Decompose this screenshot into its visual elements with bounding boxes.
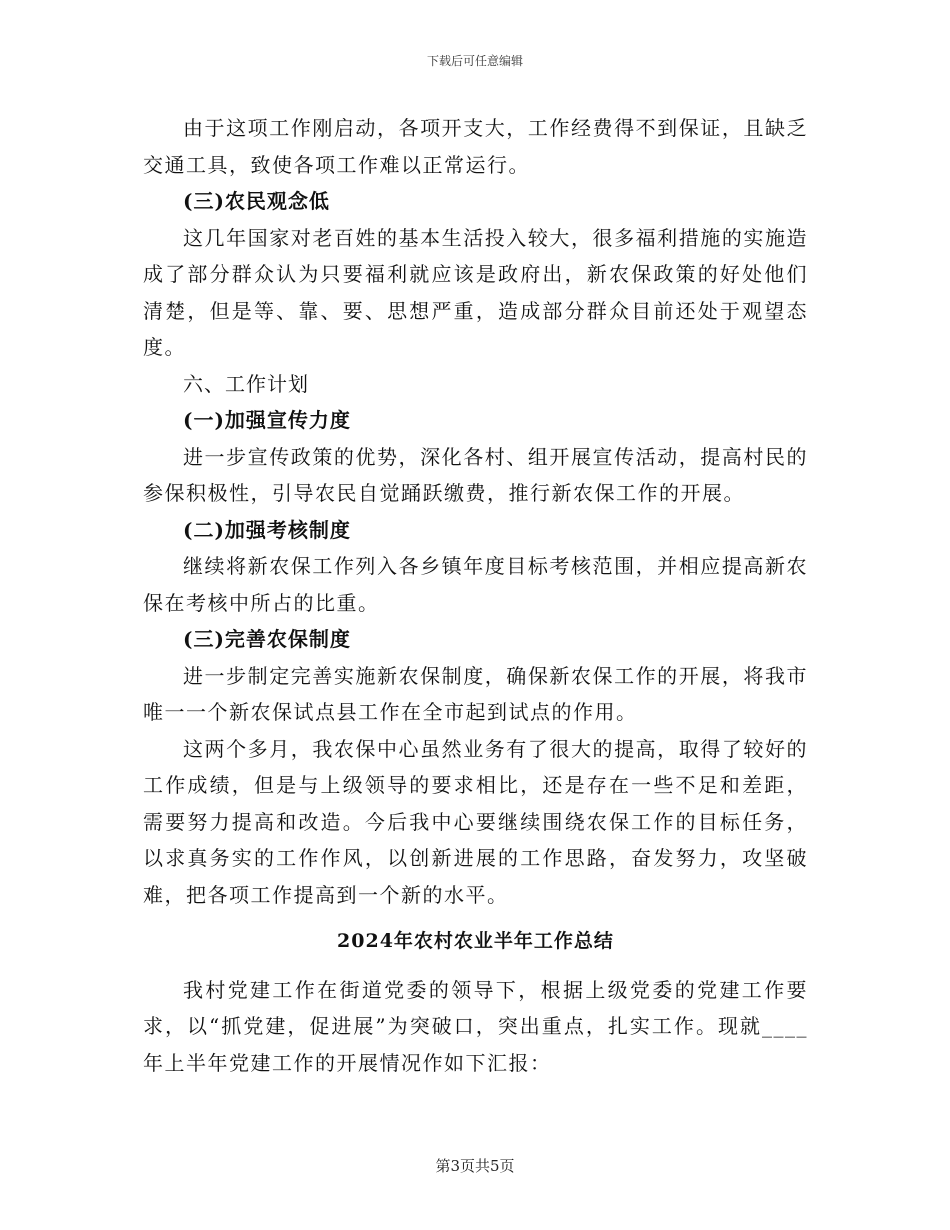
- heading-farmer-concept: (三)农民观念低: [183, 189, 330, 213]
- heading-publicity: (一)加强宣传力度: [183, 408, 351, 432]
- heading-assessment: (二)加强考核制度: [183, 517, 351, 542]
- page-header-note: 下载后可任意编辑: [426, 54, 523, 68]
- page-number: 第3页共5页: [435, 1157, 515, 1175]
- paragraph-publicity: 进一步宣传政策的优势，深化各村、组开展宣传活动，提高村民的参保积极性，引导农民自觉踊跃缴费，推行新农保工作的开展。: [143, 444, 808, 505]
- paragraph-insurance-system: 进一步制定完善实施新农保制度，确保新农保工作的开展，将我市唯一一个新农保试点县工作在全市起到试点的作用。: [143, 663, 808, 724]
- heading-work-plan: 六、工作计划: [183, 371, 309, 396]
- paragraph-party-building: 我村党建工作在街道党委的领导下，根据上级党委的党建工作要求，以“抓党建，促进展”为突破口，突出重点，扎实工作。现就____年上半年党建工作的开展情况作如下汇报：: [143, 977, 808, 1075]
- document-body: [143, 110, 808, 1081]
- paragraph-funding: 由于这项工作刚启动，各项开支大，工作经费得不到保证，且缺乏交通工具，致使各项工作难以正常运行。: [143, 116, 808, 177]
- heading-insurance-system: (三)完善农保制度: [183, 627, 351, 651]
- section-title: 2024年农村农业半年工作总结: [337, 930, 614, 952]
- paragraph-summary: 这两个多月，我农保中心虽然业务有了很大的提高，取得了较好的工作成绩，但是与上级领导的要求相比，还是存在一些不足和差距，需要努力提高和改造。今后我中心要继续围绕农保工作的目标任务，以求真务实的工作作风，以创新进展的工作思路，奋发努力，攻坚破难，把各项工作提高到一个新的水平。: [143, 736, 808, 907]
- paragraph-assessment: 继续将新农保工作列入各乡镇年度目标考核范围，并相应提高新农保在考核中所占的比重。: [143, 554, 808, 615]
- paragraph-welfare: 这几年国家对老百姓的基本生活投入较大，很多福利措施的实施造成了部分群众认为只要福利就应该是政府出，新农保政策的好处他们清楚，但是等、靠、要、思想严重，造成部分群众目前还处于观望态度。: [143, 225, 808, 359]
